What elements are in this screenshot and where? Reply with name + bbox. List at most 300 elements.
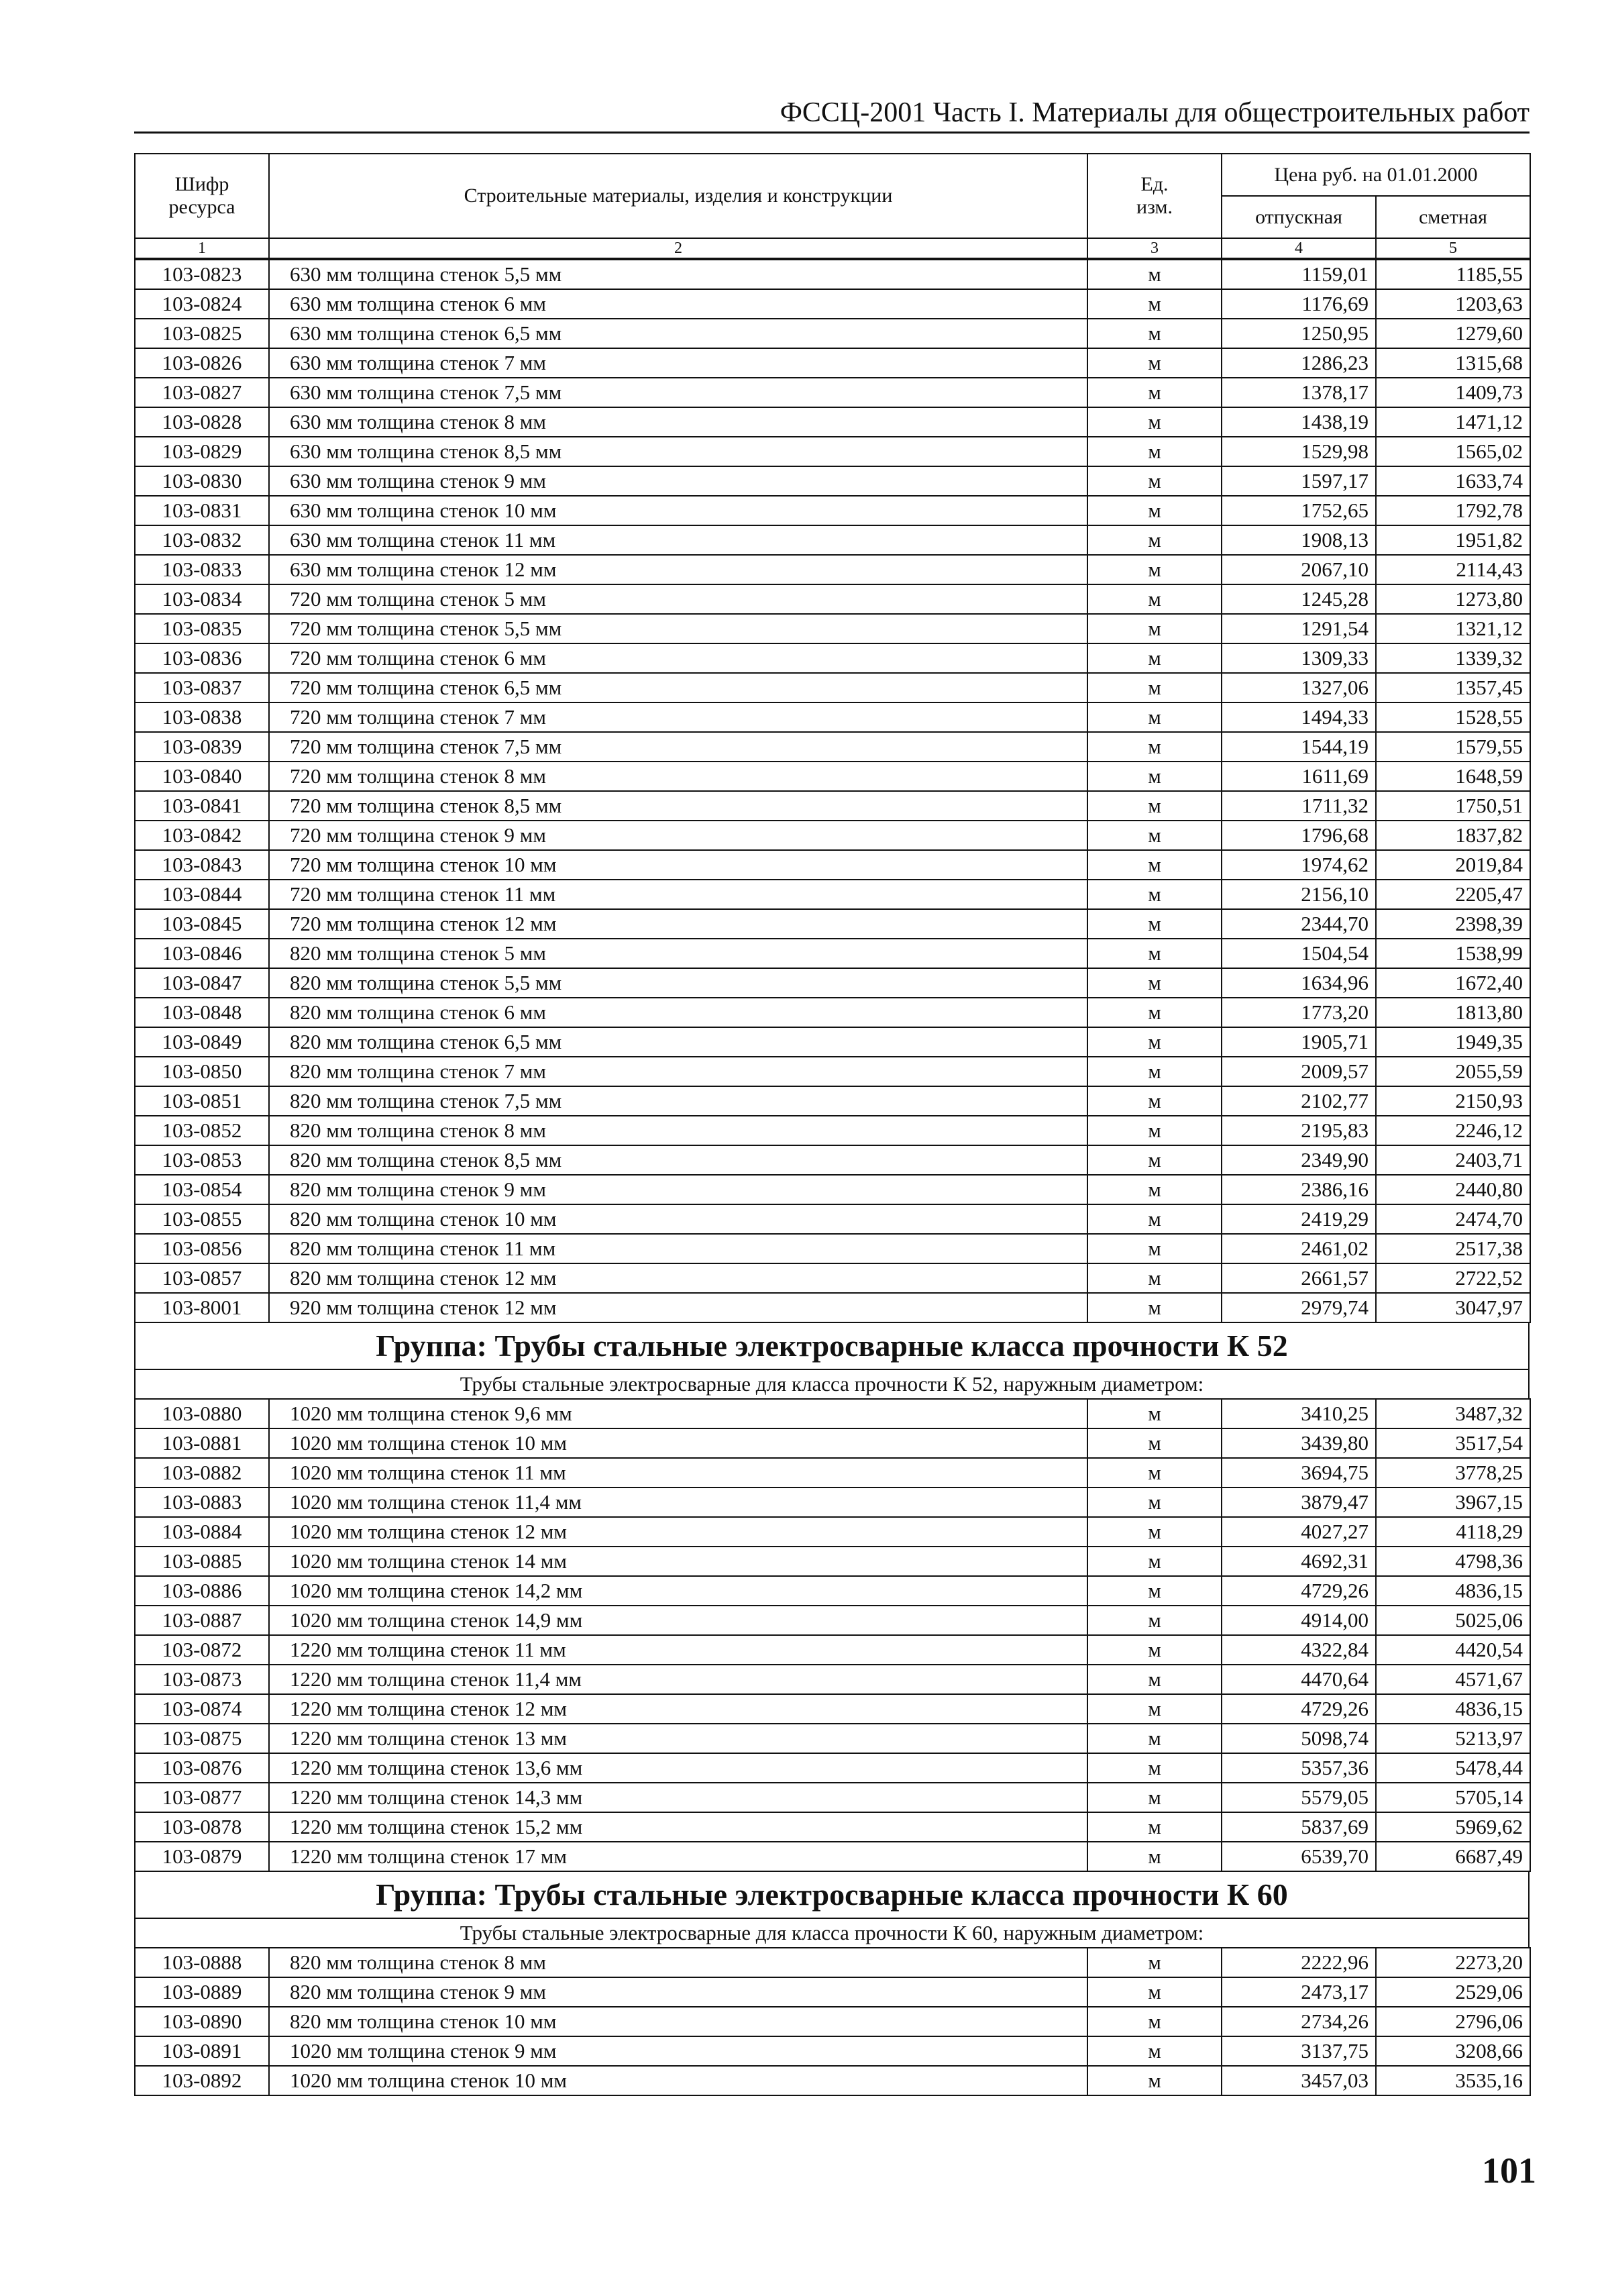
group-title: Группа: Трубы стальные электросварные класса прочности К 52 <box>134 1323 1530 1370</box>
price-release: 1504,54 <box>1222 939 1376 968</box>
price-estimate: 3967,15 <box>1376 1488 1530 1517</box>
resource-code: 103-0824 <box>135 289 269 319</box>
table-row <box>135 1458 1530 1488</box>
table-row <box>135 939 1530 968</box>
material-name: 1020 мм толщина стенок 10 мм <box>269 1428 1087 1458</box>
page-number: 101 <box>1482 2150 1536 2191</box>
unit: м <box>1087 2036 1222 2066</box>
resource-code: 103-0890 <box>135 2007 269 2036</box>
price-estimate: 1672,40 <box>1376 968 1530 998</box>
table-row <box>135 1086 1530 1116</box>
resource-code: 103-0857 <box>135 1263 269 1293</box>
price-table <box>134 153 1530 2096</box>
table-row <box>135 466 1530 496</box>
data-table <box>134 1947 1531 2096</box>
material-name: 820 мм толщина стенок 10 мм <box>269 2007 1087 2036</box>
table-row <box>135 1606 1530 1635</box>
material-name: 630 мм толщина стенок 12 мм <box>269 555 1087 584</box>
price-release: 1286,23 <box>1222 348 1376 378</box>
price-estimate: 4118,29 <box>1376 1517 1530 1547</box>
price-release: 1752,65 <box>1222 496 1376 525</box>
price-release: 5098,74 <box>1222 1724 1376 1753</box>
price-release: 3410,25 <box>1222 1399 1376 1428</box>
table-row <box>135 378 1530 407</box>
resource-code: 103-0872 <box>135 1635 269 1665</box>
material-name: 1020 мм толщина стенок 14 мм <box>269 1547 1087 1576</box>
resource-code: 103-0828 <box>135 407 269 437</box>
price-estimate: 3487,32 <box>1376 1399 1530 1428</box>
material-name: 630 мм толщина стенок 6,5 мм <box>269 319 1087 348</box>
unit: м <box>1087 525 1222 555</box>
table-row <box>135 850 1530 880</box>
price-estimate: 1792,78 <box>1376 496 1530 525</box>
unit: м <box>1087 850 1222 880</box>
price-release: 1438,19 <box>1222 407 1376 437</box>
table-row <box>135 673 1530 702</box>
table-row <box>135 1576 1530 1606</box>
table-row <box>135 998 1530 1027</box>
price-release: 3694,75 <box>1222 1458 1376 1488</box>
resource-code: 103-0825 <box>135 319 269 348</box>
resource-code: 103-0840 <box>135 762 269 791</box>
resource-code: 103-0836 <box>135 643 269 673</box>
price-estimate: 2403,71 <box>1376 1145 1530 1175</box>
material-name: 720 мм толщина стенок 9 мм <box>269 821 1087 850</box>
price-estimate: 1949,35 <box>1376 1027 1530 1057</box>
table-row <box>135 909 1530 939</box>
price-release: 1611,69 <box>1222 762 1376 791</box>
data-table <box>134 259 1531 1323</box>
material-name: 820 мм толщина стенок 7,5 мм <box>269 1086 1087 1116</box>
price-estimate: 1813,80 <box>1376 998 1530 1027</box>
price-estimate: 4798,36 <box>1376 1547 1530 1576</box>
material-name: 720 мм толщина стенок 8 мм <box>269 762 1087 791</box>
table-row <box>135 1977 1530 2007</box>
price-estimate: 4571,67 <box>1376 1665 1530 1694</box>
unit: м <box>1087 584 1222 614</box>
unit: м <box>1087 1694 1222 1724</box>
material-name: 820 мм толщина стенок 9 мм <box>269 1175 1087 1204</box>
price-release: 1327,06 <box>1222 673 1376 702</box>
price-estimate: 2114,43 <box>1376 555 1530 584</box>
resource-code: 103-0834 <box>135 584 269 614</box>
material-name: 820 мм толщина стенок 6 мм <box>269 998 1087 1027</box>
material-name: 720 мм толщина стенок 6,5 мм <box>269 673 1087 702</box>
table-row <box>135 1027 1530 1057</box>
resource-code: 103-0883 <box>135 1488 269 1517</box>
unit: м <box>1087 378 1222 407</box>
price-estimate: 1648,59 <box>1376 762 1530 791</box>
resource-code: 103-0838 <box>135 702 269 732</box>
table-row <box>135 319 1530 348</box>
price-release: 2734,26 <box>1222 2007 1376 2036</box>
resource-code: 103-0845 <box>135 909 269 939</box>
table-row <box>135 1145 1530 1175</box>
column-number: 2 <box>269 238 1087 258</box>
price-release: 2979,74 <box>1222 1293 1376 1322</box>
resource-code: 103-0848 <box>135 998 269 1027</box>
unit: м <box>1087 1399 1222 1428</box>
resource-code: 103-0850 <box>135 1057 269 1086</box>
material-name: 1220 мм толщина стенок 12 мм <box>269 1694 1087 1724</box>
material-name: 820 мм толщина стенок 9 мм <box>269 1977 1087 2007</box>
table-row <box>135 584 1530 614</box>
unit: м <box>1087 555 1222 584</box>
material-name: 630 мм толщина стенок 11 мм <box>269 525 1087 555</box>
resource-code: 103-0826 <box>135 348 269 378</box>
resource-code: 103-0851 <box>135 1086 269 1116</box>
material-name: 630 мм толщина стенок 9 мм <box>269 466 1087 496</box>
material-name: 820 мм толщина стенок 12 мм <box>269 1263 1087 1293</box>
resource-code: 103-0878 <box>135 1812 269 1842</box>
material-name: 820 мм толщина стенок 8,5 мм <box>269 1145 1087 1175</box>
table-row <box>135 968 1530 998</box>
price-estimate: 1279,60 <box>1376 319 1530 348</box>
price-release: 2473,17 <box>1222 1977 1376 2007</box>
material-name: 1020 мм толщина стенок 12 мм <box>269 1517 1087 1547</box>
price-release: 1634,96 <box>1222 968 1376 998</box>
unit: м <box>1087 1948 1222 1977</box>
table-row <box>135 702 1530 732</box>
price-release: 4729,26 <box>1222 1694 1376 1724</box>
price-estimate: 4420,54 <box>1376 1635 1530 1665</box>
price-estimate: 5213,97 <box>1376 1724 1530 1753</box>
table-row <box>135 1175 1530 1204</box>
table-header <box>134 153 1531 259</box>
material-name: 1220 мм толщина стенок 17 мм <box>269 1842 1087 1871</box>
price-release: 1773,20 <box>1222 998 1376 1027</box>
unit: м <box>1087 909 1222 939</box>
material-name: 920 мм толщина стенок 12 мм <box>269 1293 1087 1322</box>
price-estimate: 1471,12 <box>1376 407 1530 437</box>
price-release: 4692,31 <box>1222 1547 1376 1576</box>
material-name: 1020 мм толщина стенок 9 мм <box>269 2036 1087 2066</box>
material-name: 1220 мм толщина стенок 13 мм <box>269 1724 1087 1753</box>
unit: м <box>1087 880 1222 909</box>
table-row <box>135 289 1530 319</box>
price-estimate: 2517,38 <box>1376 1234 1530 1263</box>
material-name: 720 мм толщина стенок 5 мм <box>269 584 1087 614</box>
table-row <box>135 1057 1530 1086</box>
material-name: 720 мм толщина стенок 5,5 мм <box>269 614 1087 643</box>
table-row <box>135 1694 1530 1724</box>
resource-code: 103-0854 <box>135 1175 269 1204</box>
resource-code: 103-0856 <box>135 1234 269 1263</box>
price-release: 1529,98 <box>1222 437 1376 466</box>
unit: м <box>1087 791 1222 821</box>
price-estimate: 1837,82 <box>1376 821 1530 850</box>
resource-code: 103-0888 <box>135 1948 269 1977</box>
price-estimate: 2273,20 <box>1376 1948 1530 1977</box>
resource-code: 103-0886 <box>135 1576 269 1606</box>
group-subtitle: Трубы стальные электросварные для класса прочности К 52, наружным диаметром: <box>134 1370 1530 1398</box>
material-name: 820 мм толщина стенок 11 мм <box>269 1234 1087 1263</box>
price-estimate: 4836,15 <box>1376 1576 1530 1606</box>
resource-code: 103-0882 <box>135 1458 269 1488</box>
header-unit: Ед. изм. <box>1087 154 1222 238</box>
unit: м <box>1087 2007 1222 2036</box>
material-name: 1020 мм толщина стенок 14,2 мм <box>269 1576 1087 1606</box>
resource-code: 103-0855 <box>135 1204 269 1234</box>
table-row <box>135 2036 1530 2066</box>
material-name: 820 мм толщина стенок 7 мм <box>269 1057 1087 1086</box>
material-name: 820 мм толщина стенок 10 мм <box>269 1204 1087 1234</box>
unit: м <box>1087 643 1222 673</box>
price-release: 6539,70 <box>1222 1842 1376 1871</box>
unit: м <box>1087 1547 1222 1576</box>
unit: м <box>1087 1086 1222 1116</box>
unit: м <box>1087 1145 1222 1175</box>
price-release: 2102,77 <box>1222 1086 1376 1116</box>
resource-code: 103-0833 <box>135 555 269 584</box>
price-estimate: 1339,32 <box>1376 643 1530 673</box>
material-name: 630 мм толщина стенок 8,5 мм <box>269 437 1087 466</box>
unit: м <box>1087 1576 1222 1606</box>
table-row <box>135 1665 1530 1694</box>
header-materials: Строительные материалы, изделия и конструкции <box>269 154 1087 238</box>
table-row <box>135 1842 1530 1871</box>
unit: м <box>1087 1517 1222 1547</box>
unit: м <box>1087 1057 1222 1086</box>
price-estimate: 1185,55 <box>1376 260 1530 289</box>
material-name: 630 мм толщина стенок 7 мм <box>269 348 1087 378</box>
resource-code: 103-0844 <box>135 880 269 909</box>
resource-code: 103-0892 <box>135 2066 269 2095</box>
material-name: 720 мм толщина стенок 12 мм <box>269 909 1087 939</box>
table-row <box>135 1783 1530 1812</box>
resource-code: 103-8001 <box>135 1293 269 1322</box>
table-row <box>135 260 1530 289</box>
resource-code: 103-0891 <box>135 2036 269 2066</box>
price-estimate: 4836,15 <box>1376 1694 1530 1724</box>
price-estimate: 2205,47 <box>1376 880 1530 909</box>
table-row <box>135 1635 1530 1665</box>
price-release: 3457,03 <box>1222 2066 1376 2095</box>
price-release: 4027,27 <box>1222 1517 1376 1547</box>
material-name: 820 мм толщина стенок 8 мм <box>269 1948 1087 1977</box>
table-row <box>135 1724 1530 1753</box>
table-row <box>135 496 1530 525</box>
material-name: 1020 мм толщина стенок 11,4 мм <box>269 1488 1087 1517</box>
resource-code: 103-0823 <box>135 260 269 289</box>
price-release: 1176,69 <box>1222 289 1376 319</box>
resource-code: 103-0881 <box>135 1428 269 1458</box>
header-price-release: отпускная <box>1222 196 1376 238</box>
unit: м <box>1087 1116 1222 1145</box>
table-row <box>135 2007 1530 2036</box>
unit: м <box>1087 1428 1222 1458</box>
table-row <box>135 1116 1530 1145</box>
unit: м <box>1087 968 1222 998</box>
price-release: 2349,90 <box>1222 1145 1376 1175</box>
resource-code: 103-0837 <box>135 673 269 702</box>
price-estimate: 2796,06 <box>1376 2007 1530 2036</box>
group-title: Группа: Трубы стальные электросварные класса прочности К 60 <box>134 1872 1530 1919</box>
resource-code: 103-0874 <box>135 1694 269 1724</box>
unit: м <box>1087 1175 1222 1204</box>
material-name: 1220 мм толщина стенок 13,6 мм <box>269 1753 1087 1783</box>
price-estimate: 1565,02 <box>1376 437 1530 466</box>
table-body <box>134 259 1530 2096</box>
price-release: 4322,84 <box>1222 1635 1376 1665</box>
price-estimate: 6687,49 <box>1376 1842 1530 1871</box>
resource-code: 103-0879 <box>135 1842 269 1871</box>
material-name: 820 мм толщина стенок 8 мм <box>269 1116 1087 1145</box>
price-release: 4914,00 <box>1222 1606 1376 1635</box>
material-name: 630 мм толщина стенок 8 мм <box>269 407 1087 437</box>
price-estimate: 2722,52 <box>1376 1263 1530 1293</box>
material-name: 720 мм толщина стенок 7 мм <box>269 702 1087 732</box>
price-estimate: 5478,44 <box>1376 1753 1530 1783</box>
price-estimate: 1409,73 <box>1376 378 1530 407</box>
price-estimate: 1315,68 <box>1376 348 1530 378</box>
material-name: 1020 мм толщина стенок 9,6 мм <box>269 1399 1087 1428</box>
price-release: 2195,83 <box>1222 1116 1376 1145</box>
group-subtitle: Трубы стальные электросварные для класса прочности К 60, наружным диаметром: <box>134 1919 1530 1947</box>
material-name: 720 мм толщина стенок 10 мм <box>269 850 1087 880</box>
unit: м <box>1087 1724 1222 1753</box>
unit: м <box>1087 1204 1222 1234</box>
resource-code: 103-0827 <box>135 378 269 407</box>
unit: м <box>1087 1293 1222 1322</box>
material-name: 630 мм толщина стенок 6 мм <box>269 289 1087 319</box>
material-name: 1020 мм толщина стенок 14,9 мм <box>269 1606 1087 1635</box>
material-name: 1220 мм толщина стенок 14,3 мм <box>269 1783 1087 1812</box>
material-name: 720 мм толщина стенок 8,5 мм <box>269 791 1087 821</box>
resource-code: 103-0887 <box>135 1606 269 1635</box>
price-estimate: 1357,45 <box>1376 673 1530 702</box>
table-row <box>135 1293 1530 1322</box>
unit: м <box>1087 1842 1222 1871</box>
price-estimate: 5969,62 <box>1376 1812 1530 1842</box>
price-estimate: 2055,59 <box>1376 1057 1530 1086</box>
table-row <box>135 555 1530 584</box>
table-row <box>135 880 1530 909</box>
resource-code: 103-0884 <box>135 1517 269 1547</box>
unit: м <box>1087 437 1222 466</box>
resource-code: 103-0841 <box>135 791 269 821</box>
header-code: Шифр ресурса <box>135 154 269 238</box>
table-row <box>135 643 1530 673</box>
table-row <box>135 1753 1530 1783</box>
resource-code: 103-0835 <box>135 614 269 643</box>
table-row <box>135 762 1530 791</box>
price-estimate: 2246,12 <box>1376 1116 1530 1145</box>
resource-code: 103-0873 <box>135 1665 269 1694</box>
price-release: 1908,13 <box>1222 525 1376 555</box>
price-release: 1250,95 <box>1222 319 1376 348</box>
unit: м <box>1087 821 1222 850</box>
price-estimate: 1633,74 <box>1376 466 1530 496</box>
resource-code: 103-0877 <box>135 1783 269 1812</box>
price-estimate: 3517,54 <box>1376 1428 1530 1458</box>
header-price-estimate: сметная <box>1376 196 1530 238</box>
material-name: 1020 мм толщина стенок 10 мм <box>269 2066 1087 2095</box>
table-row <box>135 1547 1530 1576</box>
table-row <box>135 2066 1530 2095</box>
unit: м <box>1087 1263 1222 1293</box>
running-head: ФССЦ-2001 Часть I. Материалы для общестроительных работ <box>134 94 1530 134</box>
price-release: 5357,36 <box>1222 1753 1376 1783</box>
unit: м <box>1087 1665 1222 1694</box>
unit: м <box>1087 1977 1222 2007</box>
price-release: 2156,10 <box>1222 880 1376 909</box>
unit: м <box>1087 466 1222 496</box>
header-price: Цена руб. на 01.01.2000 <box>1222 154 1530 196</box>
price-release: 3137,75 <box>1222 2036 1376 2066</box>
unit: м <box>1087 1234 1222 1263</box>
unit: м <box>1087 1812 1222 1842</box>
resource-code: 103-0880 <box>135 1399 269 1428</box>
unit: м <box>1087 1488 1222 1517</box>
price-release: 2386,16 <box>1222 1175 1376 1204</box>
price-release: 1796,68 <box>1222 821 1376 850</box>
unit: м <box>1087 732 1222 762</box>
table-row <box>135 1488 1530 1517</box>
table-row <box>135 407 1530 437</box>
material-name: 630 мм толщина стенок 5,5 мм <box>269 260 1087 289</box>
unit: м <box>1087 673 1222 702</box>
price-release: 3439,80 <box>1222 1428 1376 1458</box>
unit: м <box>1087 260 1222 289</box>
unit: м <box>1087 496 1222 525</box>
price-release: 1544,19 <box>1222 732 1376 762</box>
resource-code: 103-0842 <box>135 821 269 850</box>
price-estimate: 1528,55 <box>1376 702 1530 732</box>
price-release: 3879,47 <box>1222 1488 1376 1517</box>
price-estimate: 5705,14 <box>1376 1783 1530 1812</box>
material-name: 720 мм толщина стенок 6 мм <box>269 643 1087 673</box>
price-release: 1309,33 <box>1222 643 1376 673</box>
unit: м <box>1087 1458 1222 1488</box>
resource-code: 103-0846 <box>135 939 269 968</box>
material-name: 1020 мм толщина стенок 11 мм <box>269 1458 1087 1488</box>
price-release: 2461,02 <box>1222 1234 1376 1263</box>
price-estimate: 1579,55 <box>1376 732 1530 762</box>
price-release: 1159,01 <box>1222 260 1376 289</box>
column-number: 4 <box>1222 238 1376 258</box>
resource-code: 103-0852 <box>135 1116 269 1145</box>
resource-code: 103-0839 <box>135 732 269 762</box>
table-row <box>135 1428 1530 1458</box>
price-release: 2009,57 <box>1222 1057 1376 1086</box>
price-release: 1378,17 <box>1222 378 1376 407</box>
unit: м <box>1087 2066 1222 2095</box>
price-estimate: 5025,06 <box>1376 1606 1530 1635</box>
table-row <box>135 1517 1530 1547</box>
price-release: 1245,28 <box>1222 584 1376 614</box>
table-row <box>135 1948 1530 1977</box>
unit: м <box>1087 407 1222 437</box>
material-name: 820 мм толщина стенок 5,5 мм <box>269 968 1087 998</box>
column-number: 5 <box>1376 238 1530 258</box>
column-number: 1 <box>135 238 269 258</box>
unit: м <box>1087 1753 1222 1783</box>
material-name: 1220 мм толщина стенок 11,4 мм <box>269 1665 1087 1694</box>
unit: м <box>1087 348 1222 378</box>
price-release: 1597,17 <box>1222 466 1376 496</box>
resource-code: 103-0885 <box>135 1547 269 1576</box>
unit: м <box>1087 1027 1222 1057</box>
resource-code: 103-0847 <box>135 968 269 998</box>
material-name: 630 мм толщина стенок 10 мм <box>269 496 1087 525</box>
price-release: 2067,10 <box>1222 555 1376 584</box>
unit: м <box>1087 1635 1222 1665</box>
price-estimate: 2529,06 <box>1376 1977 1530 2007</box>
material-name: 720 мм толщина стенок 11 мм <box>269 880 1087 909</box>
table-row <box>135 437 1530 466</box>
price-release: 4729,26 <box>1222 1576 1376 1606</box>
